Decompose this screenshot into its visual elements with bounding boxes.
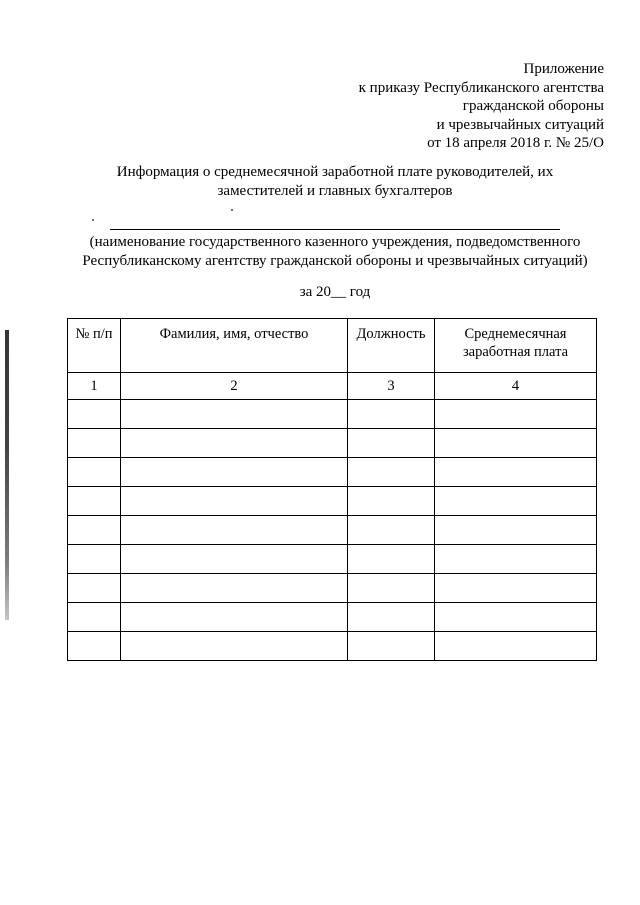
table-cell: [121, 429, 348, 458]
scan-speck: [92, 219, 94, 221]
institution-caption: [0, 233, 640, 271]
table-cell: [435, 487, 597, 516]
table-cell: [435, 632, 597, 661]
table-cell: [348, 545, 435, 574]
column-number: 3: [348, 373, 435, 400]
table-cell: [121, 632, 348, 661]
table-cell: [68, 574, 121, 603]
table-cell: [435, 603, 597, 632]
table-row: [68, 400, 597, 429]
column-number: 4: [435, 373, 597, 400]
column-number: 1: [68, 373, 121, 400]
table-cell: [435, 516, 597, 545]
table-cell: [68, 516, 121, 545]
report-period: за 20__ год: [299, 284, 371, 300]
column-number: 2: [121, 373, 348, 400]
table-cell: [68, 429, 121, 458]
table-cell: [121, 458, 348, 487]
table-row: [68, 516, 597, 545]
caption-line-2: Республиканскому агентству гражданской обороны и чрезвычайных ситуаций): [82, 253, 588, 269]
table-row: [68, 429, 597, 458]
table-cell: [121, 487, 348, 516]
appendix-line: Приложение: [523, 61, 604, 77]
table-header-row: [68, 319, 597, 373]
table-cell: [348, 400, 435, 429]
document-title: [0, 163, 640, 201]
table-cell: [435, 458, 597, 487]
table-cell: [348, 603, 435, 632]
appendix-line: гражданской обороны: [462, 98, 604, 114]
appendix-line: к приказу Республиканского агентства: [358, 79, 604, 96]
table-cell: [68, 632, 121, 661]
table-row: [68, 487, 597, 516]
table-cell: [121, 516, 348, 545]
institution-fill-line: [110, 229, 560, 230]
table-row: [68, 632, 597, 661]
table-cell: [68, 603, 121, 632]
header-full-name: Фамилия, имя, отчество: [121, 319, 348, 373]
column-number-row: [68, 373, 597, 400]
table-cell: [121, 603, 348, 632]
table-cell: [348, 632, 435, 661]
table-cell: [435, 574, 597, 603]
table-cell: [435, 400, 597, 429]
table-cell: [121, 400, 348, 429]
table-row: [68, 545, 597, 574]
table-cell: [121, 545, 348, 574]
title-line-2: заместителей и главных бухгалтеров: [217, 183, 453, 199]
table-cell: [68, 400, 121, 429]
appendix-line: и чрезвычайных ситуаций: [436, 116, 604, 133]
header-average-salary: Среднемесячная заработная плата: [435, 319, 597, 373]
table-cell: [348, 429, 435, 458]
scan-speck: [231, 209, 233, 211]
appendix-block: [359, 60, 604, 153]
table-cell: [68, 545, 121, 574]
table-cell: [435, 545, 597, 574]
header-position: Должность: [348, 319, 435, 373]
table-cell: [435, 429, 597, 458]
table-row: [68, 603, 597, 632]
table-cell: [348, 516, 435, 545]
title-line-1: Информация о среднемесячной заработной плате руководителей, их: [116, 164, 554, 180]
table-cell: [68, 487, 121, 516]
scan-edge-artifact: [5, 330, 9, 620]
table-cell: [348, 487, 435, 516]
header-number: № п/п: [68, 319, 121, 373]
table-cell: [348, 574, 435, 603]
appendix-line: от 18 апреля 2018 г. № 25/О: [427, 135, 604, 151]
table-row: [68, 458, 597, 487]
table-cell: [68, 458, 121, 487]
table-row: [68, 574, 597, 603]
table-cell: [348, 458, 435, 487]
table-cell: [121, 574, 348, 603]
caption-line-1: (наименование государственного казенного учреждения, подведомственного: [89, 234, 581, 250]
salary-table: [67, 318, 597, 661]
